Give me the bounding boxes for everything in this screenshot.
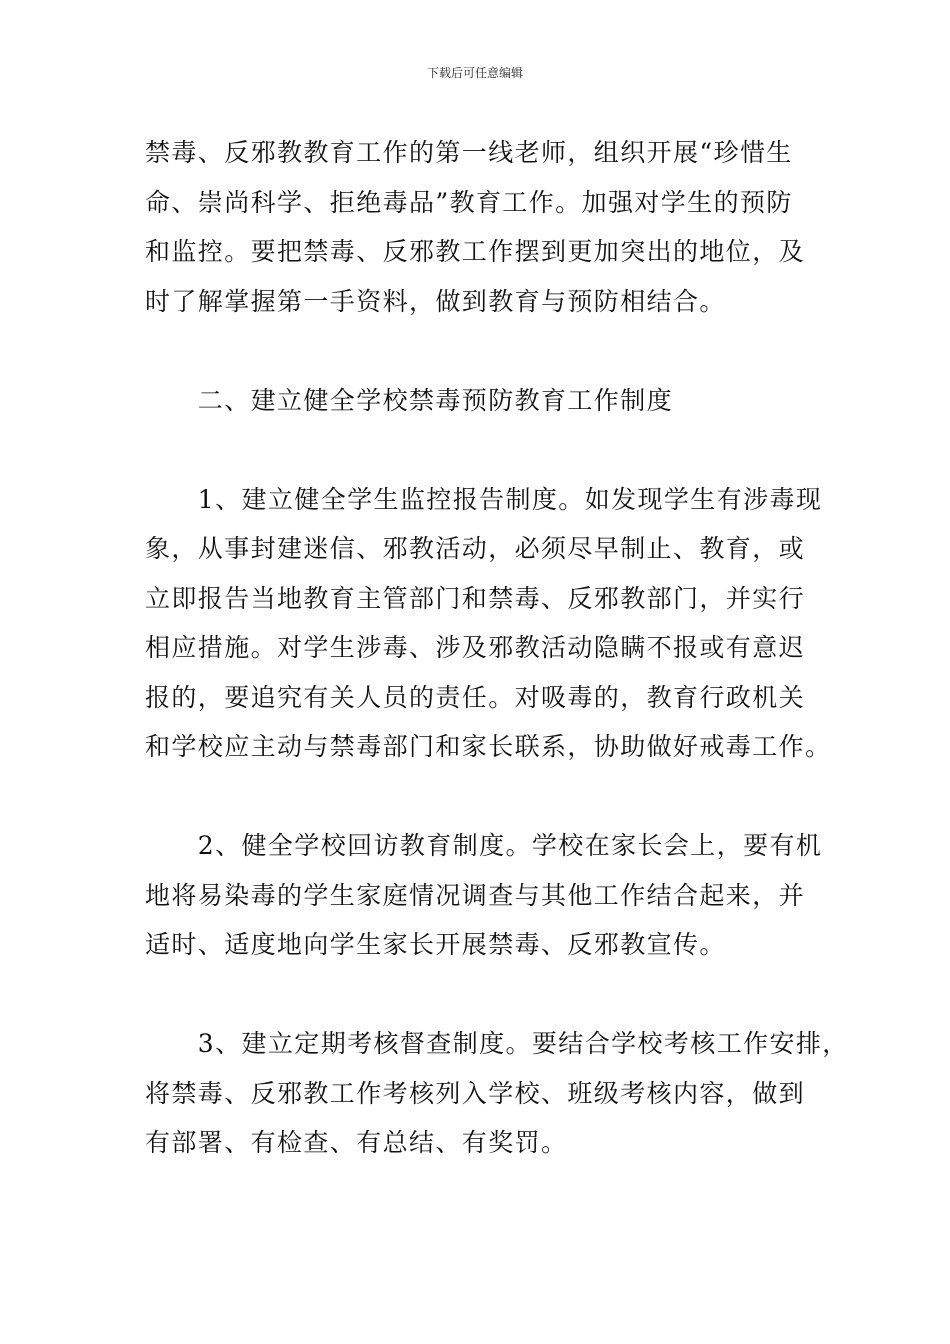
text-line: 报的，要追究有关人员的责任。对吸毒的，教育行政机关 [145,682,806,712]
text-line: 象，从事封建迷信、邪教活动，必须尽早制止、教育，或 [145,534,806,563]
paragraph-gap [145,326,810,376]
text-line: 和学校应主动与禁毒部门和家长联系，协助做好戒毒工作。 [145,732,832,761]
paragraph-item-2 [145,821,823,970]
paragraph-gap [145,970,810,1020]
page-header-note: 下载后可任意编辑 [426,66,523,80]
text-line: 地将易染毒的学生家庭情况调查与其他工作结合起来，并 [145,880,806,910]
text-line: 命、崇尚科学、拒绝毒品”教育工作。加强对学生的预防 [145,187,793,217]
text-line: 相应措施。对学生涉毒、涉及邪教活动隐瞒不报或有意迟 [145,633,806,662]
text-line: 立即报告当地教育主管部门和禁毒、反邪教部门，并实行 [145,583,806,613]
text-line: 禁毒、反邪教教育工作的第一线老师，组织开展“珍惜生 [145,138,793,167]
text-line: 时了解掌握第一手资料，做到教育与预防相结合。 [145,286,726,316]
section-heading [145,376,810,426]
text-line: 将禁毒、反邪教工作考核列入学校、班级考核内容，做到 [145,1078,806,1108]
paragraph-intro [145,128,810,326]
text-line: 3、建立定期考核督查制度。要结合学校考核工作安排， [145,1029,849,1058]
paragraph-item-1 [145,475,832,772]
paragraph-item-3 [145,1019,849,1168]
text-line: 适时、适度地向学生家长开展禁毒、反邪教宣传。 [145,930,726,959]
text-line: 和监控。要把禁毒、反邪教工作摆到更加突出的地位，及 [145,237,806,266]
text-line: 2、健全学校回访教育制度。学校在家长会上，要有机 [145,831,823,860]
heading-text: 二、建立健全学校禁毒预防教育工作制度 [145,385,674,415]
text-line: 有部署、有检查、有总结、有奖罚。 [145,1128,568,1157]
document-body [145,128,849,1168]
text-line: 1、建立健全学生监控报告制度。如发现学生有涉毒现 [145,484,823,514]
paragraph-gap [145,772,810,822]
paragraph-gap [145,425,810,475]
